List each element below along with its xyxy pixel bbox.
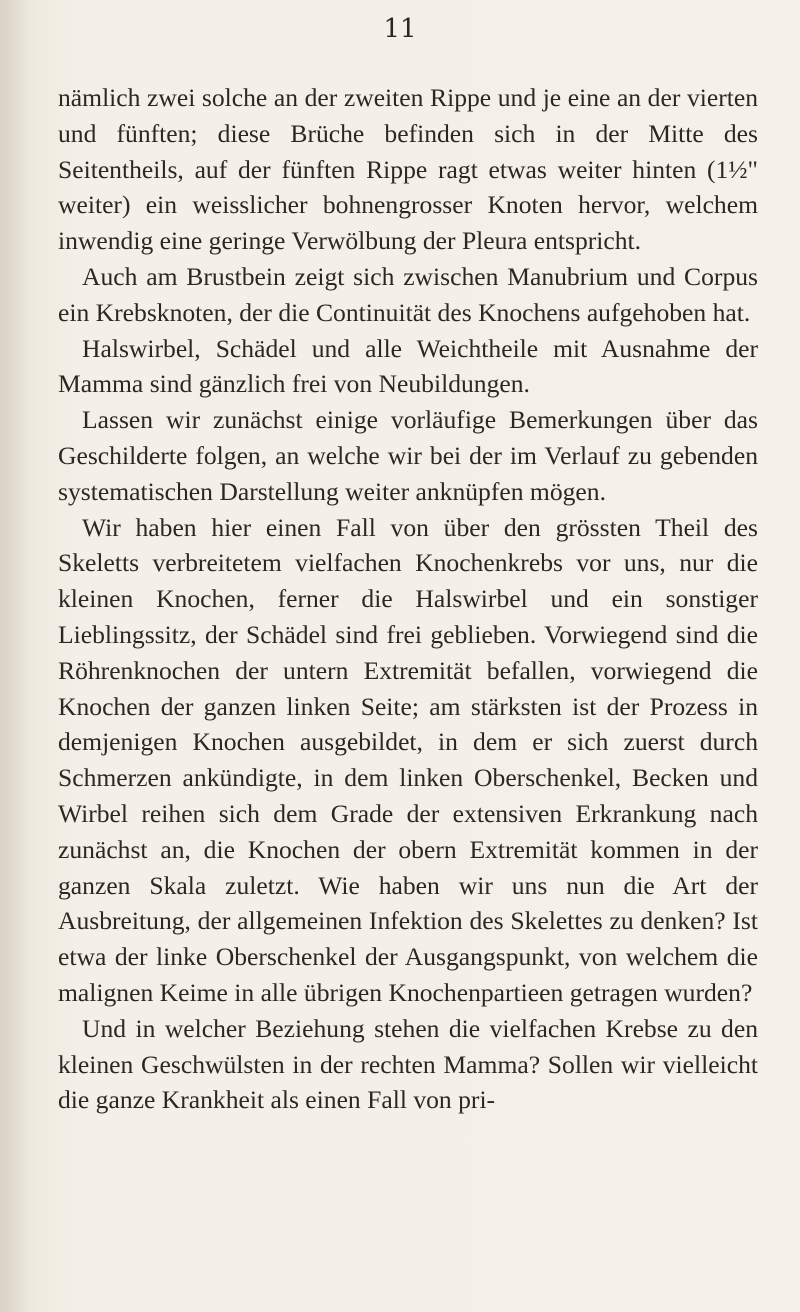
paragraph-5: Wir haben hier einen Fall von über den grössten Theil des Skeletts verbreitetem vielfachen Knochenkrebs vor uns, nur die kleinen Knochen, ferner die Halswirbel und ein sonstiger Lieblingssitz, der Schädel sind frei geblieben. Vorwiegend sind die Röhrenknochen der untern Extremität befallen, vorwiegend die Knochen der ganzen linken Seite; am stärksten ist der Prozess in demjenigen Knochen ausgebildet, in dem er sich zuerst durch Schmerzen ankündigte, in dem linken Oberschenkel, Becken und Wirbel reihen sich dem Grade der extensiven Erkrankung nach zunächst an, die Knochen der obern Extremität kommen in der ganzen Skala zuletzt. Wie haben wir uns nun die Art der Ausbreitung, der allgemeinen Infektion des Skelettes zu denken? Ist etwa der linke Oberschenkel der Ausgangspunkt, von welchem die malignen Keime in alle übrigen Knochenpartieen getragen wurden? xyxy=(58,512,758,1007)
paragraph-6: Und in welcher Beziehung stehen die vielfachen Krebse zu den kleinen Geschwülsten in der rechten Mamma? Sollen wir vielleicht die ganze Krankheit als einen Fall von pri- xyxy=(58,1013,758,1115)
page-edge-shadow xyxy=(0,0,28,1312)
body-text xyxy=(58,80,758,1118)
paragraph-2: Auch am Brustbein zeigt sich zwischen Manubrium und Corpus ein Krebsknoten, der die Continuität des Knochens aufgehoben hat. xyxy=(58,261,758,327)
paragraph-4: Lassen wir zunächst einige vorläufige Bemerkungen über das Geschilderte folgen, an welche wir bei der im Verlauf zu gebenden systematischen Darstellung weiter anknüpfen mögen. xyxy=(58,405,758,506)
page-number: 11 xyxy=(383,14,417,44)
paragraph-1: nämlich zwei solche an der zweiten Rippe und je eine an der vierten und fünften; diese Brüche befinden sich in der Mitte des Seitentheils, auf der fünften Rippe ragt etwas weiter hinten (1½" weiter) ein weisslicher bohnengrosser Knoten hervor, welchem inwendig eine geringe Verwölbung der Pleura entspricht. xyxy=(58,83,758,256)
paragraph-3: Halswirbel, Schädel und alle Weichtheile mit Ausnahme der Mamma sind gänzlich frei von Neubildungen. xyxy=(58,333,758,399)
